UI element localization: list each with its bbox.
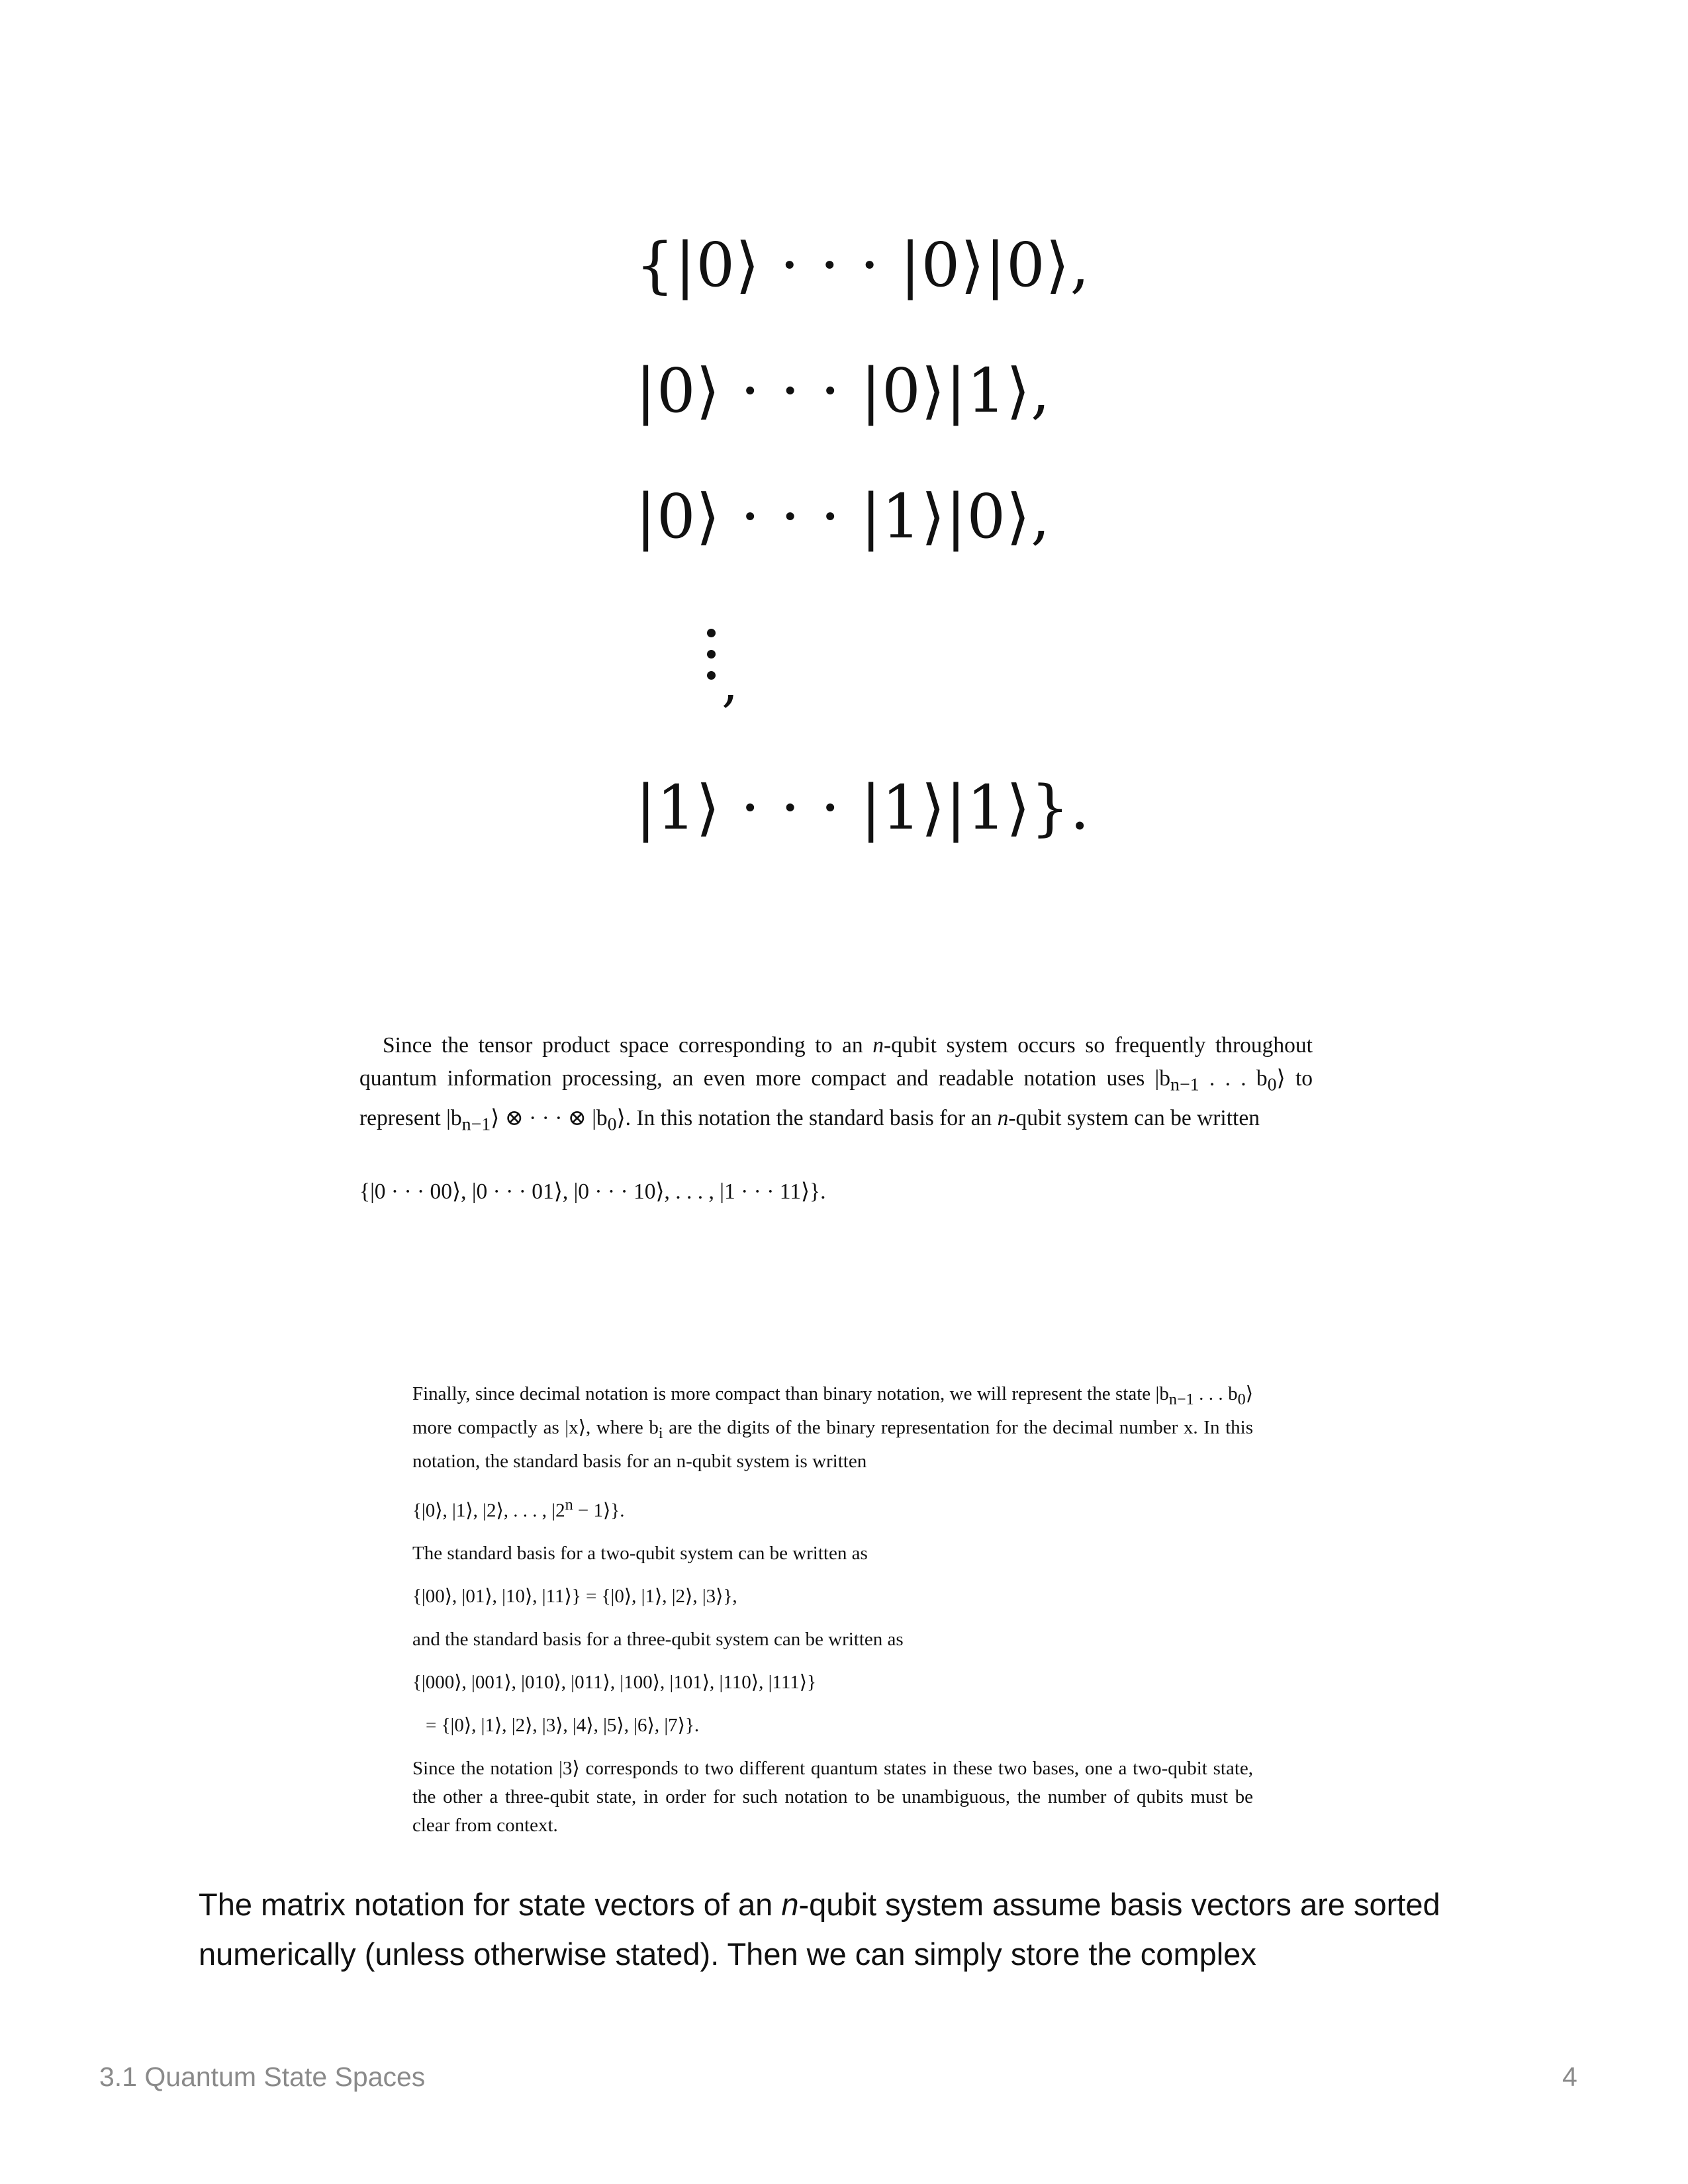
- footer-page-number: 4: [1562, 2062, 1577, 2092]
- excerpt-2-paragraph-3: and the standard basis for a three-qubit system can be written as: [412, 1629, 904, 1651]
- subscript: 0: [1237, 1390, 1246, 1408]
- superscript: n: [565, 1495, 573, 1514]
- excerpt-2-equation-4: = {|0⟩, |1⟩, |2⟩, |3⟩, |4⟩, |5⟩, |6⟩, |7⟩}.: [426, 1715, 700, 1737]
- text: ⟩ ⊗ · · · ⊗ |b: [491, 1105, 608, 1130]
- var-n: n: [997, 1105, 1009, 1130]
- var-n: n: [872, 1033, 884, 1058]
- excerpt-2-paragraph-4: Since the notation |3⟩ corresponds to two different quantum states in these two bases, one a two-qubit state, the other a three-qubit state, in order for such notation to be unambiguous, the number of qubits must be clear from context.: [412, 1758, 1253, 1837]
- excerpt-2: [412, 1380, 1253, 1840]
- text: -qubit system occurs so frequently throughout quantum information processing, an even more compact and readable notation uses |b: [359, 1033, 1313, 1091]
- dot: [707, 650, 716, 659]
- basis-line-2: |0⟩ · · · |0⟩|1⟩,: [635, 355, 1051, 426]
- footer-section-title: 3.1 Quantum State Spaces: [99, 2062, 426, 2092]
- vertical-dots: [707, 629, 747, 713]
- text: {|0⟩, |1⟩, |2⟩, . . . , |2: [412, 1500, 565, 1522]
- excerpt-2-equation-1: [412, 1490, 1253, 1525]
- excerpt-equation-1: {|0 · · · 00⟩, |0 · · · 01⟩, |0 · · · 10⟩, . . . , |1 · · · 11⟩}.: [359, 1179, 826, 1204]
- dot: [707, 629, 716, 637]
- excerpt-2-equation-2: {|00⟩, |01⟩, |10⟩, |11⟩} = {|0⟩, |1⟩, |2⟩, |3⟩},: [412, 1586, 737, 1608]
- excerpt-2-paragraph-1: [412, 1380, 1253, 1476]
- text: are the digits of the binary representation for the decimal number x. In this notation, the standard basis for an n-qubit system is written: [412, 1416, 1253, 1472]
- text: -qubit system can be written: [1008, 1105, 1260, 1130]
- subscript: 0: [1267, 1074, 1277, 1095]
- excerpt-2-paragraph-2: The standard basis for a two-qubit system can be written as: [412, 1543, 868, 1565]
- subscript: n−1: [461, 1114, 491, 1135]
- subscript: 0: [607, 1114, 617, 1135]
- text: Finally, since decimal notation is more compact than binary notation, we will represent the state |b: [412, 1383, 1169, 1404]
- basis-line-3: |0⟩ · · · |1⟩|0⟩,: [635, 481, 1051, 552]
- text: − 1⟩}.: [573, 1500, 625, 1522]
- text: . . . b: [1194, 1383, 1238, 1404]
- body-paragraph: [199, 1880, 1456, 1979]
- basis-line-5: |1⟩ · · · |1⟩|1⟩}.: [635, 772, 1090, 843]
- text: Since the tensor product space corresponding to an: [383, 1033, 873, 1058]
- subscript: n−1: [1168, 1390, 1194, 1408]
- var-n: n: [781, 1887, 799, 1922]
- comma: ,: [722, 652, 739, 713]
- subscript: i: [658, 1424, 663, 1442]
- excerpt-2-equation-3: {|000⟩, |001⟩, |010⟩, |011⟩, |100⟩, |101⟩, |110⟩, |111⟩}: [412, 1672, 816, 1694]
- text: The matrix notation for state vectors of an: [199, 1887, 782, 1922]
- text: -qubit system assume basis vectors are sorted numerically (unless otherwise stated). Then we can simply store the complex: [199, 1887, 1440, 1972]
- basis-line-1: {|0⟩ · · · |0⟩|0⟩,: [635, 230, 1090, 300]
- subscript: n−1: [1170, 1074, 1199, 1095]
- text: ⟩. In this notation the standard basis for an: [616, 1105, 998, 1130]
- text: ⟩ to represent |b: [359, 1066, 1313, 1130]
- text: . . . b: [1199, 1066, 1268, 1091]
- text: ⟩ more compactly as |x⟩, where b: [412, 1383, 1254, 1438]
- dot: [707, 671, 716, 680]
- excerpt-paragraph-1: [359, 1029, 1313, 1141]
